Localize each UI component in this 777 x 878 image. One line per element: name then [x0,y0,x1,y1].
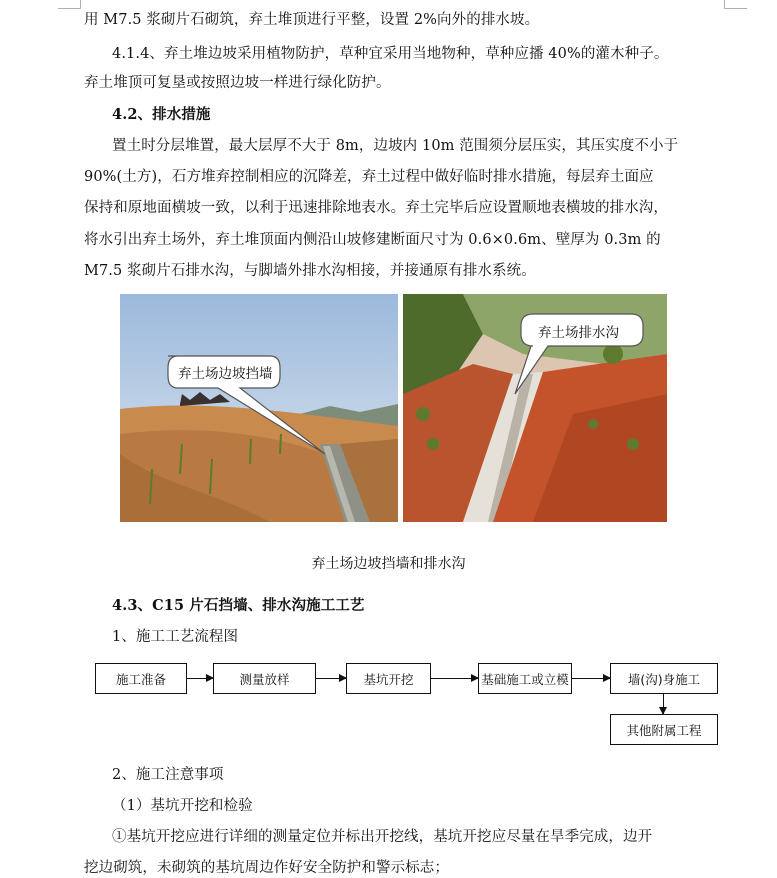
paragraph-line: 弃土堆顶可复垦或按照边坡一样进行绿化防护。 [84,75,391,91]
figure-caption: 弃土场边坡挡墙和排水沟 [311,556,466,572]
flow-arrow [572,678,610,679]
paragraph-line: 用 M7.5 浆砌片石砌筑，弃土堆顶进行平整，设置 2%向外的排水坡。 [84,12,540,28]
paragraph-line: M7.5 浆砌片石排水沟，与脚墙外排水沟相接，并接通原有排水系统。 [84,263,536,279]
flow-step-excavation: 基坑开挖 [346,663,431,694]
paragraph-line: 4.1.4、弃土堆边坡采用植物防护，草种宜采用当地物种，草种应播 40%的灌木种子。 [112,46,669,62]
paragraph-line: 将水引出弃土场外，弃土堆顶面内侧沿山坡修建断面尺寸为 0.6×0.6m、壁厚为 0.3m 的 [84,232,661,248]
paragraph-line: 置土时分层堆置，最大层厚不大于 8m，边坡内 10m 范围须分层压实，其压实度不小于 [112,138,679,154]
subsection-excavation-inspection: （1）基坑开挖和检验 [112,798,253,814]
flow-step-wall-body: 墙(沟)身施工 [610,663,718,694]
page-corner-mark-right [724,0,747,9]
callout-left-label: 弃土场边坡挡墙 [178,366,273,382]
subsection-flowchart-title: 1、施工工艺流程图 [112,629,239,645]
paragraph-line: 挖边砌筑，未砌筑的基坑周边作好安全防护和警示标志； [84,860,449,876]
callout-right-label: 弃土场排水沟 [538,325,619,341]
section-heading-4-3: 4.3、C15 片石挡墙、排水沟施工工艺 [112,597,365,614]
flow-step-survey: 测量放样 [213,663,316,694]
flow-arrow [316,678,346,679]
flow-arrow [187,678,213,679]
paragraph-line: 保持和原地面横坡一致，以利于迅速排除地表水。弃土完毕后应设置顺地表横坡的排水沟， [84,200,668,216]
flow-arrow [431,678,478,679]
paragraph-line: ①基坑开挖应进行详细的测量定位并标出开挖线，基坑开挖应尽量在旱季完成，边开 [112,829,653,845]
flow-step-foundation: 基础施工或立模 [478,663,572,694]
section-heading-4-2: 4.2、排水措施 [112,106,211,123]
subsection-notes-title: 2、施工注意事项 [112,767,224,783]
page-corner-mark-left [58,0,81,9]
flow-step-prepare: 施工准备 [95,663,187,694]
flow-step-ancillary: 其他附属工程 [610,714,718,745]
photo-slope-retaining-wall [120,294,398,522]
paragraph-line: 90%(土方)，石方堆弃控制相应的沉降差，弃土过程中做好临时排水措施，每层弃土面应 [84,169,654,185]
photo-drainage-ditch [403,294,667,522]
flow-arrow-down [663,694,664,714]
